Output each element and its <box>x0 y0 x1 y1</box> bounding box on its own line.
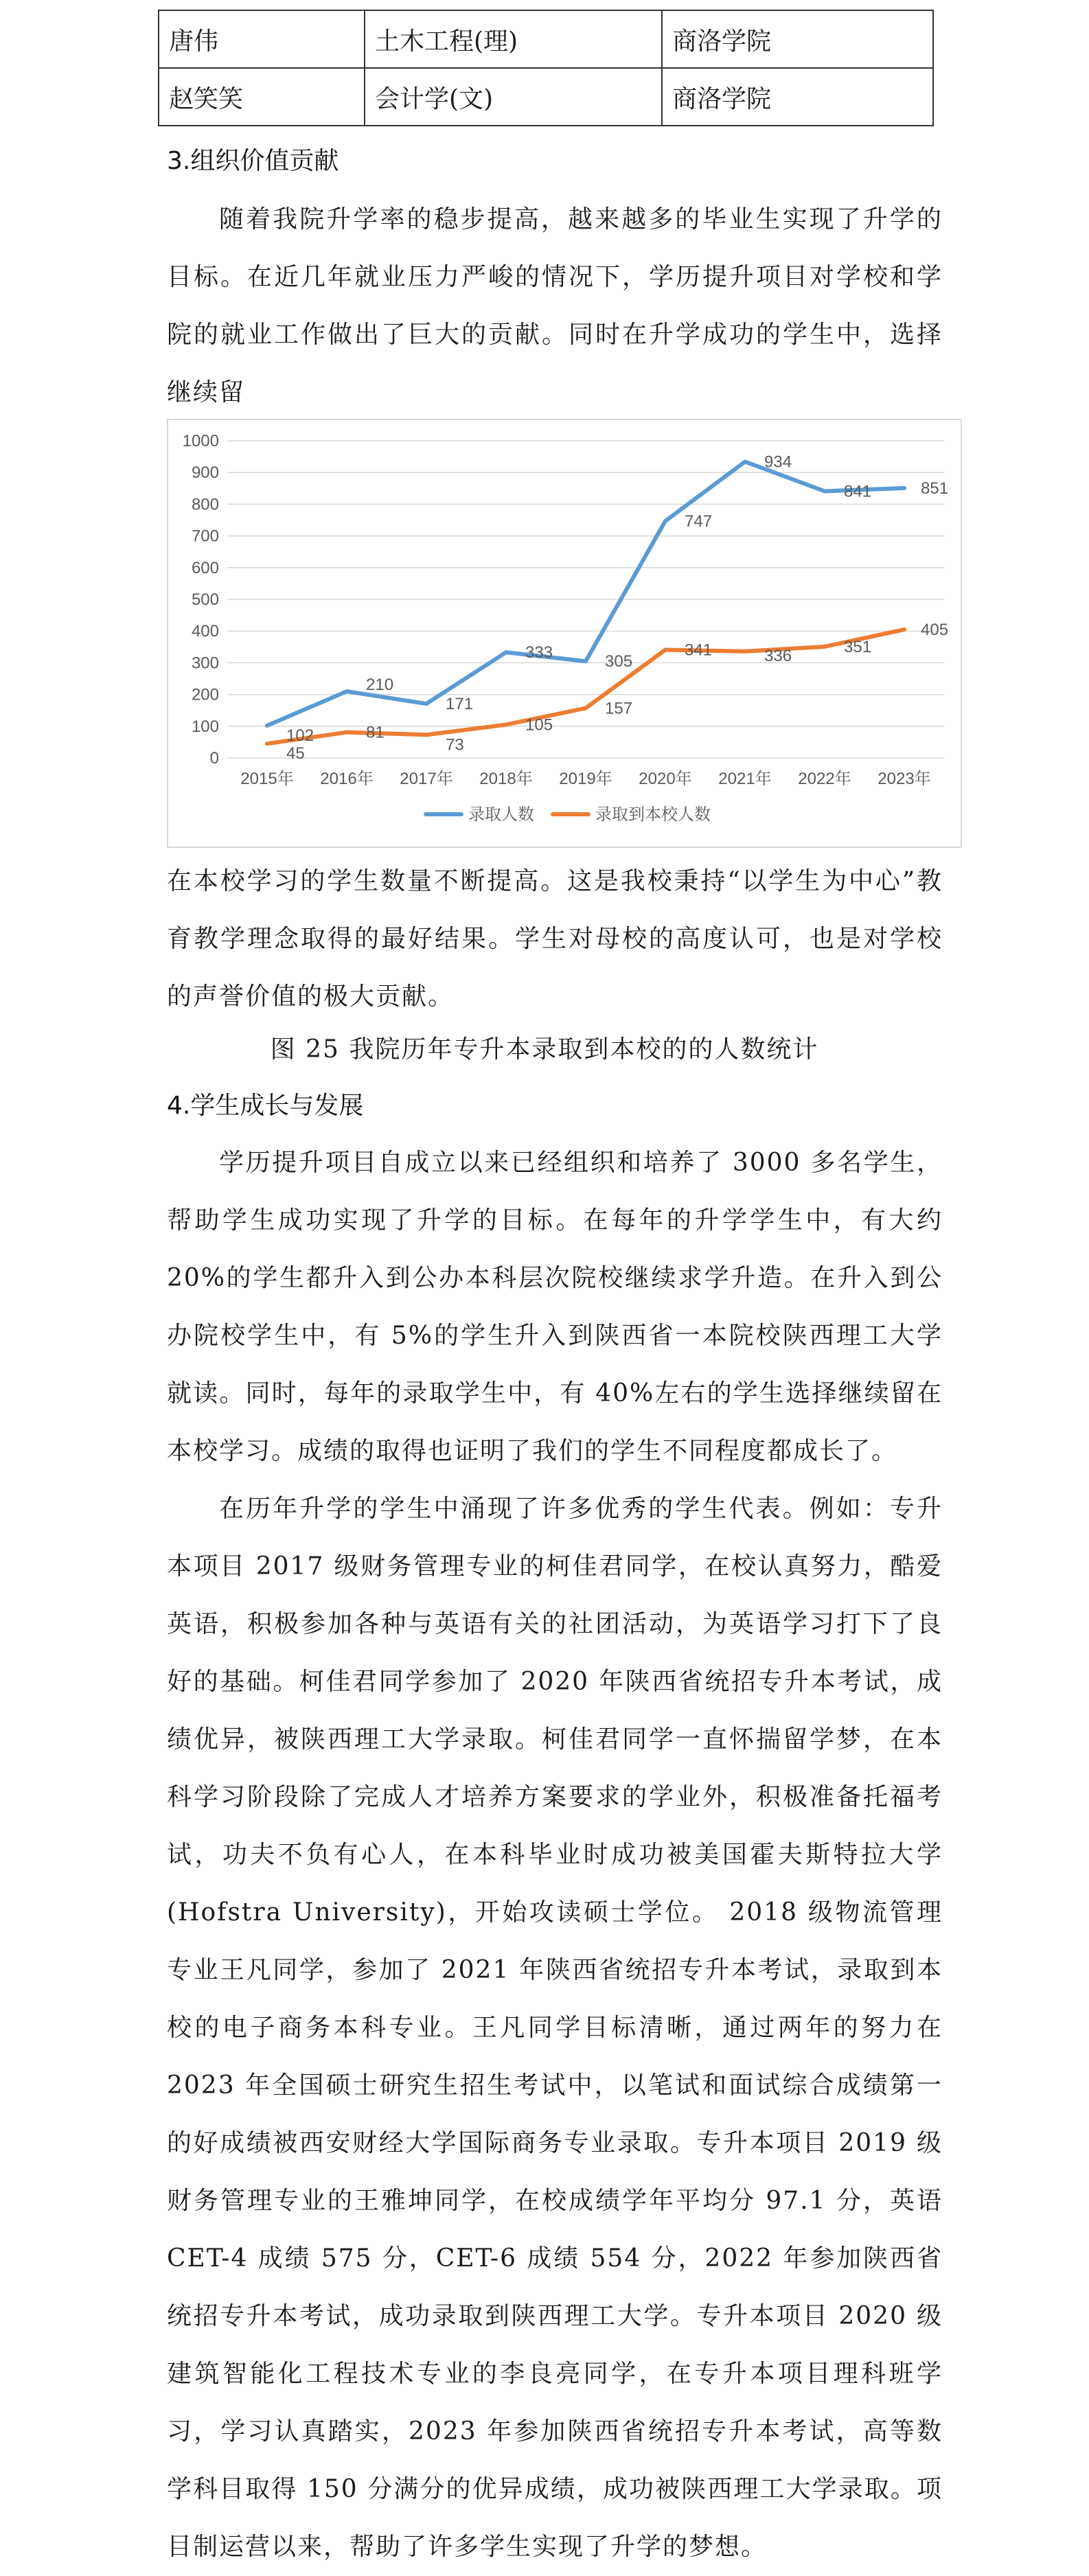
data-label: 105 <box>525 715 553 735</box>
data-label: 336 <box>764 646 792 665</box>
x-tick-label: 2016年 <box>320 770 374 788</box>
y-tick-label: 700 <box>191 527 219 546</box>
x-tick-label: 2020年 <box>639 770 692 788</box>
y-tick-label: 500 <box>191 590 219 609</box>
data-label: 934 <box>764 452 792 472</box>
section4-paragraph-1: 学历提升项目自成立以来已经组织和培养了 3000 多名学生，帮助学生成功实现了升学的目标。在每年的升学学生中，有大约 20%的学生都升入到公办本科层次院校继续求学升造。在升入到公办院校学生中，有 5%的学生升入到陕西省一本院校陕西理工大学就读。同时，每年的录取学生中，有 40%左右的学生选择继续留在本校学习。成绩的取得也证明了我们的学生不同程度都成长了。 <box>167 1149 943 1465</box>
data-label: 405 <box>921 620 949 639</box>
data-label: 351 <box>844 637 872 656</box>
y-tick-label: 0 <box>209 749 219 768</box>
data-label: 81 <box>366 723 385 742</box>
x-tick-label: 2022年 <box>798 770 851 788</box>
data-label: 841 <box>844 482 872 501</box>
x-tick-label: 2018年 <box>479 770 533 788</box>
table-cell-school: 商洛学院 <box>662 68 933 126</box>
data-label: 851 <box>921 479 949 498</box>
table-cell-major: 会计学(文) <box>365 68 662 126</box>
data-label: 73 <box>446 735 464 755</box>
table-cell-name: 唐伟 <box>159 10 365 68</box>
y-tick-label: 800 <box>191 495 219 514</box>
x-tick-label: 2023年 <box>878 770 931 788</box>
table-cell-name: 赵笑笑 <box>159 68 365 126</box>
data-label: 171 <box>446 694 474 713</box>
table-row <box>159 68 933 126</box>
y-tick-label: 900 <box>191 463 219 483</box>
data-label: 45 <box>286 744 305 763</box>
y-tick-label: 400 <box>191 622 219 641</box>
table-cell-major: 土木工程(理) <box>365 10 662 68</box>
data-label: 747 <box>685 511 713 531</box>
section4-paragraph-2: 在历年升学的学生中涌现了许多优秀的学生代表。例如：专升本项目 2017 级财务管理专业的柯佳君同学，在校认真努力，酷爱英语，积极参加各种与英语有关的社团活动，为英语学习打下了良好的基础。柯佳君同学参加了 2020 年陕西省统招专升本考试，成绩优异，被陕西理工大学录取。柯佳君同学一直怀揣留学梦，在本科学习阶段除了完成人才培养方案要求的学业外，积极准备托福考试，功夫不负有心人，在本科毕业时成功被美国霍夫斯特拉大学(Hofstra University)，开始攻读硕士学位。 2018 级物流管理专业王凡同学，参加了 2021 年陕西省统招专升本考试，录取到本校的电子商务本科专业。王凡同学目标清晰，通过两年的努力在 2023 年全国硕士研究生招生考试中，以笔试和面试综合成绩第一的好成绩被西安财经大学国际商务专业录取。专升本项目 2019 级财务管理专业的王雅坤同学，在校成绩学年平均分 97.1 分，英语 CET-4 成绩 575 分，CET-6 成绩 554 分，2022 年参加陕西省统招专升本考试，成功录取到陕西理工大学。专升本项目 2020 级建筑智能化工程技术专业的李良亮同学，在专升本项目理科班学习，学习认真踏实，2023 年参加陕西省统招专升本考试，高等数学科目取得 150 分满分的优异成绩，成功被陕西理工大学录取。项目制运营以来，帮助了许多学生实现了升学的梦想。 <box>167 1495 943 2561</box>
data-label: 210 <box>366 675 394 694</box>
data-label: 341 <box>685 641 713 660</box>
student-table <box>158 10 934 126</box>
x-tick-label: 2015年 <box>240 770 294 788</box>
data-label: 305 <box>605 652 633 671</box>
data-label: 333 <box>525 643 553 663</box>
y-tick-label: 100 <box>191 717 219 736</box>
x-tick-label: 2021年 <box>718 770 772 788</box>
y-tick-label: 300 <box>191 654 219 673</box>
section3-paragraph-2: 在本校学习的学生数量不断提高。这是我校秉持“以学生为中心”教育教学理念取得的最好结果。学生对母校的高度认可，也是对学校的声誉价值的极大贡献。 <box>167 867 943 1011</box>
figure-caption: 图 25 我院历年专升本录取到本校的的人数统计 <box>270 1035 819 1063</box>
line-chart <box>167 419 962 848</box>
section-heading-4: 4.学生成长与发展 <box>167 1092 364 1120</box>
y-tick-label: 1000 <box>182 432 219 450</box>
table-row <box>159 10 933 68</box>
table-cell-school: 商洛学院 <box>662 10 933 68</box>
data-label: 157 <box>605 699 633 718</box>
data-label: 102 <box>286 726 314 745</box>
series-line-1 <box>267 461 904 725</box>
x-tick-label: 2019年 <box>559 770 612 788</box>
y-tick-label: 200 <box>191 685 219 704</box>
x-tick-label: 2017年 <box>400 770 453 788</box>
chart-svg <box>168 420 961 847</box>
legend-label-2: 录取到本校人数 <box>595 805 711 824</box>
section-heading-3: 3.组织价值贡献 <box>167 147 339 175</box>
legend-label-1: 录取人数 <box>468 805 534 824</box>
y-tick-label: 600 <box>191 558 219 577</box>
section3-paragraph-1: 随着我院升学率的稳步提高，越来越多的毕业生实现了升学的目标。在近几年就业压力严峻的情况下，学历提升项目对学校和学院的就业工作做出了巨大的贡献。同时在升学成功的学生中，选择继续留 <box>167 205 943 406</box>
